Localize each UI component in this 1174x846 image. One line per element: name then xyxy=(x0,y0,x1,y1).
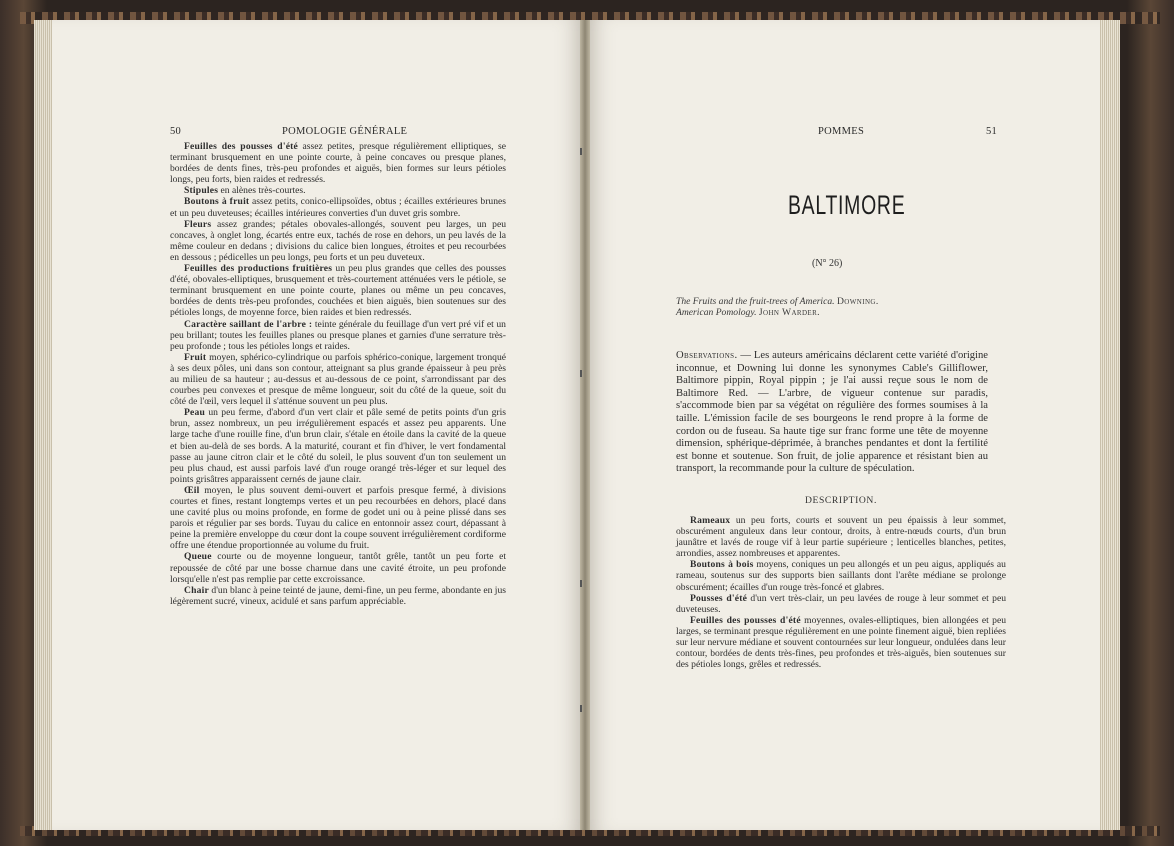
paragraph-text: moyen, le plus souvent demi-ouvert et parfois presque fermé, à divisions courtes et fines, restant longtemps vertes et un peu recourbées en dehors, placé dans une cavité plus ou moins profonde, en forme de godet uni ou à peine plissé dans ses parois et régulier par ses bords. Tuyau du calice en entonnoir assez court, dépassant à peine la première enveloppe du cœur dont la coupe souvent irrégulièrement cordiforme offre une étendue proportionnée au volume du fruit. xyxy=(170,484,506,552)
paragraph-text: assez petites, presque régulièrement elliptiques, se terminant brusquement en une pointe courte, à peine concaves ou presque planes, bordées de dents fines, très-peu profondes et aiguës, bien formes sur leurs pétioles longs, peu forts, bien raides et redressés. xyxy=(170,141,506,186)
right-page-body xyxy=(676,515,1006,670)
paragraph-text: un peu ferme, d'abord d'un vert clair et pâle semé de petits points d'un gris brun, assez nombreux, un peu irrégulièrement espacés et assez peu apparents. Une large tache d'une rouille fine, d'un brun clair, s'étale en étoile dans la cavité de la queue et bien au-delà de ses bords. A la maturité, courant et fin d'hiver, le vert fondamental passe au jaune citron clair et le côté du soleil, le plus souvent d'un ton seulement un peu plus chaud, est aussi parfois lavé d'un rouge orangé très-léger et sur lequel des points grisâtres apparaissent cernés de jaune clair. xyxy=(170,407,506,485)
gutter-mark xyxy=(580,148,582,155)
paragraph-label: Œil xyxy=(184,484,200,496)
right-running-head: POMMES xyxy=(818,126,865,137)
description-heading: DESCRIPTION. xyxy=(805,495,877,506)
gutter-mark xyxy=(580,580,582,587)
paragraph-text: teinte générale du feuillage d'un vert pré vif et un peu brillant; toutes les feuilles planes ou presque planes et garnies d'une serrature très-peu profonde ; tous les pétioles longs et raides. xyxy=(170,318,506,352)
paragraph-text: d'un blanc à peine teinté de jaune, demi-fine, un peu ferme, abondante en jus légèrement sucré, vineux, acidulé et sans parfum appréciable. xyxy=(170,584,506,607)
paragraph-label: Boutons à fruit xyxy=(184,196,250,208)
description-paragraph xyxy=(170,407,506,485)
observations-paragraph xyxy=(676,350,988,476)
observations-label: Observations. xyxy=(676,350,738,361)
paragraph-label: Pousses d'été xyxy=(690,592,748,604)
paragraph-text: moyens, coniques un peu allongés et un peu aigus, appliqués au rameau, soutenus sur des supports bien saillants dont l'arête médiane se prolonge obscurément; écailles d'un rouge très-foncé et glabres. xyxy=(676,559,1006,593)
description-paragraph xyxy=(170,352,506,407)
left-page-number: 50 xyxy=(170,126,182,137)
gutter-mark xyxy=(580,705,582,712)
variety-number: (N° 26) xyxy=(812,258,843,269)
observations-text: — Les auteurs américains déclarent cette variété d'origine inconnue, et Downing lui donne les synonymes Cable's Gilliflower, Baltimore pippin, Royal pippin ; je l'ai aussi reçue sous le nom de Baltimore Red. — L'arbre, de vigueur contenue sur paradis, s'accommode bien par sa végétat on régulière des formes soumises à la taille. L'émission facile de ses bourgeons le rend propre à la forme de cordon ou de fuseau. Sa haute tige sur franc forme une tête de moyenne dimension, sphérique-déprimée, à branches pendantes et dont la fertilité est bonne et soutenue. Son fruit, de jolie apparence et résistant bien au transport, la recommande pour la culture de spéculation. xyxy=(676,350,988,475)
variety-title: BALTIMORE xyxy=(788,190,906,220)
paragraph-label: Chair xyxy=(184,584,209,596)
description-paragraph xyxy=(170,485,506,552)
references xyxy=(676,296,879,318)
description-paragraph xyxy=(170,141,506,185)
paragraph-label: Queue xyxy=(184,551,212,563)
paragraph-label: Fruit xyxy=(184,351,207,363)
paragraph-label: Fleurs xyxy=(184,218,212,230)
reference-2 xyxy=(676,307,879,318)
paragraph-text: assez grandes; pétales obovales-allongés, souvent peu larges, un peu concaves, à onglet long, écartés entre eux, tachés de rose en dehors, un peu lavés de la même couleur en dedans ; divisions du calice bien longues, étroites et peu recourbées en dessous ; pédicelles un peu longs, peu forts et un peu duveteux. xyxy=(170,218,506,263)
description-paragraph xyxy=(676,615,1006,670)
paragraph-label: Stipules xyxy=(184,185,219,197)
description-paragraph xyxy=(170,185,506,196)
paragraph-label: Peau xyxy=(184,407,206,419)
paragraph-label: Caractère saillant de l'arbre : xyxy=(184,318,313,330)
description-paragraph xyxy=(676,515,1006,559)
paragraph-text: en alènes très-courtes. xyxy=(218,185,306,197)
left-running-head: POMOLOGIE GÉNÉRALE xyxy=(282,126,408,137)
left-page-body xyxy=(170,141,506,607)
paragraph-text: un peu plus grandes que celles des pousses d'été, obovales-elliptiques, brusquement et très-courtement atténuées vers le pétiole, se terminant brusquement en une pointe courte, planes ou même un peu concaves, bordées de dents très-peu profondes, couchées et bien aiguës, bien soutenues sur des pétioles longs, de moyenne force, bien raides et bien redressés. xyxy=(170,263,506,319)
paragraph-text: assez petits, conico-ellipsoïdes, obtus ; écailles extérieures brunes et un peu duveteuses; écailles intérieures converties d'un duvet gris sombre. xyxy=(170,196,506,219)
description-paragraph xyxy=(170,196,506,218)
right-page-edges xyxy=(1100,20,1120,830)
paragraph-label: Feuilles des pousses d'été xyxy=(184,141,299,152)
paragraph-text: moyen, sphérico-cylindrique ou parfois sphérico-conique, largement tronqué à ses deux pôles, uni dans son contour, atteignant sa plus grande épaisseur à peu près au milieu de sa hauteur ; au-dessus et au-dessous de ce point, s'arrondissant par des courbes peu convexes et presque de même longueur, soit du côté de la queue, soit du côté de l'œil, vers lequel il s'atténue souvent un peu plus. xyxy=(170,351,506,408)
right-page-number: 51 xyxy=(986,126,998,137)
reference-2-author: John Warder. xyxy=(758,307,820,318)
description-paragraph xyxy=(676,593,1006,615)
description-paragraph xyxy=(170,319,506,352)
paragraph-text: courte ou de moyenne longueur, tantôt grêle, tantôt un peu forte et repoussée de côté par une bosse charnue dans une cavité étroite, un peu profonde lorsqu'elle n'est pas remplie par cette excroissance. xyxy=(170,551,506,585)
description-paragraph xyxy=(676,559,1006,592)
reference-1-title: The Fruits and the fruit-trees of America. xyxy=(676,296,835,307)
paragraph-label: Rameaux xyxy=(690,515,731,526)
description-paragraph xyxy=(170,263,506,318)
reference-2-title: American Pomology. xyxy=(676,307,757,318)
description-paragraph xyxy=(170,551,506,584)
paragraph-label: Boutons à bois xyxy=(690,559,754,571)
reference-1 xyxy=(676,296,879,307)
paragraph-label: Feuilles des pousses d'été xyxy=(690,614,801,626)
paragraph-text: un peu forts, courts et souvent un peu épaissis à leur sommet, obscurément anguleux dans leur contour, droits, à entre-nœuds courts, d'un brun jaunâtre et lavés de rouge vif à leur partie supérieure ; lenticelles blanches, petites, arrondies, assez nombreuses et apparentes. xyxy=(676,515,1006,560)
left-page-edges xyxy=(34,20,52,830)
reference-1-author: Downing. xyxy=(836,296,879,307)
paragraph-text: d'un vert très-clair, un peu lavées de rouge à leur sommet et peu duveteuses. xyxy=(676,592,1006,615)
description-paragraph xyxy=(170,219,506,263)
paragraph-label: Feuilles des productions fruitières xyxy=(184,263,333,275)
gutter-mark xyxy=(580,370,582,377)
paragraph-text: moyennes, ovales-elliptiques, bien allongées et peu larges, se terminant presque régulièrement en une pointe finement aiguë, bien repliées sur leur nervure médiane et souvent contournées sur leur longueur, ondulées dans leur contour, bordées de dents très-fines, peu profondes et très-aiguës, bien soutenues sur des pétioles longs, grêles et redressés. xyxy=(676,614,1006,671)
description-paragraph xyxy=(170,585,506,607)
